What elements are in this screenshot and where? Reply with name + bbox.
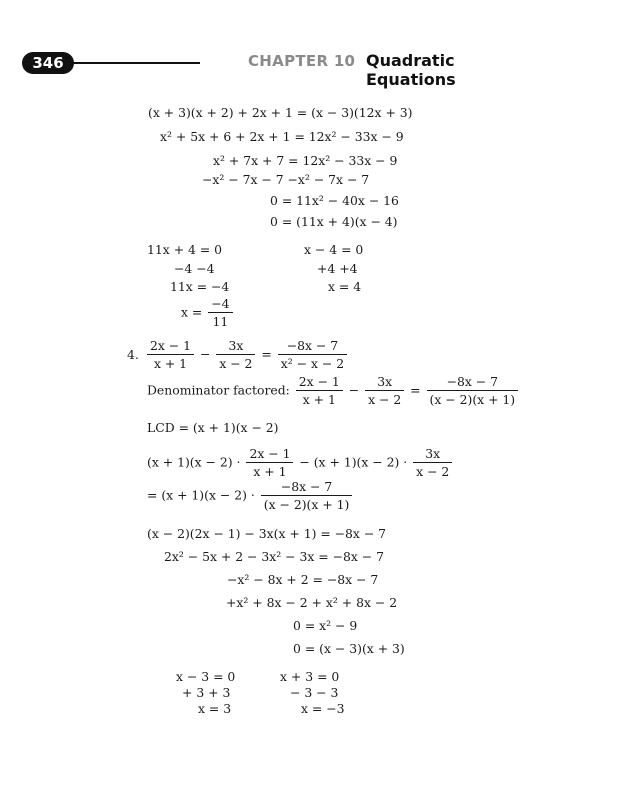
- eq-line: 11x = −4: [170, 279, 230, 294]
- operator: =: [261, 346, 272, 362]
- denominator: 11: [212, 314, 229, 329]
- fraction: [208, 296, 232, 329]
- denominator: (x − 2)(x + 1): [263, 497, 350, 512]
- fraction: [261, 479, 353, 512]
- eq-line-fraction: [147, 374, 520, 407]
- numerator: 3x: [413, 446, 452, 463]
- eq-line: x − 4 = 0: [304, 242, 364, 257]
- page-number-badge: 346: [22, 52, 74, 74]
- eq-line: (x + 3)(x + 2) + 2x + 1 = (x − 3)(12x + 3): [148, 105, 413, 120]
- fraction: [413, 446, 452, 479]
- fraction: [147, 338, 194, 371]
- eq-text: − (x + 1)(x − 2) ·: [299, 454, 408, 470]
- fraction: [296, 374, 343, 407]
- eq-line: x² + 5x + 6 + 2x + 1 = 12x² − 33x − 9: [160, 129, 404, 144]
- operator: −: [199, 346, 211, 362]
- eq-line: +x² + 8x − 2 + x² + 8x − 2: [226, 595, 398, 610]
- eq-line-fraction: [145, 338, 349, 371]
- denominator: x + 1: [253, 464, 287, 479]
- operator: =: [410, 382, 421, 398]
- page-header: [22, 50, 542, 89]
- lcd-line: LCD = (x + 1)(x − 2): [147, 420, 279, 435]
- numerator: −8x − 7: [278, 338, 347, 355]
- eq-line: x = 4: [328, 279, 362, 294]
- fraction: [216, 338, 255, 371]
- numerator: 2x − 1: [296, 374, 343, 391]
- fraction: [365, 374, 404, 407]
- eq-line: 0 = (x − 3)(x + 3): [293, 641, 405, 656]
- denominator: x² − x − 2: [280, 356, 345, 371]
- chapter-label: CHAPTER 10: [248, 52, 356, 70]
- denominator: x + 1: [153, 356, 188, 371]
- fraction: [246, 446, 293, 479]
- eq-line: 2x² − 5x + 2 − 3x² − 3x = −8x − 7: [164, 549, 384, 564]
- numerator: 3x: [365, 374, 404, 391]
- eq-line-fraction: [147, 479, 354, 512]
- eq-line: x − 3 = 0: [176, 669, 236, 684]
- numerator: 2x − 1: [147, 338, 194, 355]
- fraction: [278, 338, 347, 371]
- eq-line: 0 = x² − 9: [293, 618, 358, 633]
- numerator: −4: [208, 296, 232, 313]
- eq-text: = (x + 1)(x − 2) ·: [147, 487, 255, 503]
- eq-line: − 3 − 3: [290, 685, 339, 700]
- eq-text: x =: [181, 304, 203, 320]
- denominator: x − 2: [416, 464, 450, 479]
- fraction: [427, 374, 519, 407]
- eq-line: x = −3: [301, 701, 345, 716]
- operator: −: [348, 382, 360, 398]
- problem-number: 4.: [127, 347, 139, 362]
- eq-line: x² + 7x + 7 = 12x² − 33x − 9: [213, 153, 398, 168]
- eq-line: x + 3 = 0: [280, 669, 340, 684]
- header-rule: [72, 62, 200, 64]
- numerator: 3x: [216, 338, 255, 355]
- eq-line-fraction: [181, 296, 235, 329]
- numerator: 2x − 1: [246, 446, 293, 463]
- eq-line: −x² − 7x − 7 −x² − 7x − 7: [202, 172, 370, 187]
- eq-line-fraction: [147, 446, 454, 479]
- numerator: −8x − 7: [261, 479, 353, 496]
- eq-line: +4 +4: [317, 261, 358, 276]
- chapter-title: Quadratic Equations: [366, 51, 456, 89]
- eq-line: x = 3: [198, 701, 232, 716]
- eq-line: 0 = (11x + 4)(x − 4): [270, 214, 398, 229]
- denominator: (x − 2)(x + 1): [429, 392, 516, 407]
- eq-line: 0 = 11x² − 40x − 16: [270, 193, 399, 208]
- numerator: −8x − 7: [427, 374, 519, 391]
- eq-line: 11x + 4 = 0: [147, 242, 223, 257]
- denominator: x − 2: [368, 392, 402, 407]
- denominator: x + 1: [302, 392, 336, 407]
- denominator-label: Denominator factored:: [147, 382, 290, 398]
- eq-line: + 3 + 3: [182, 685, 231, 700]
- eq-line: −4 −4: [174, 261, 215, 276]
- eq-line: −x² − 8x + 2 = −8x − 7: [227, 572, 379, 587]
- eq-line: (x − 2)(2x − 1) − 3x(x + 1) = −8x − 7: [147, 526, 387, 541]
- eq-text: (x + 1)(x − 2) ·: [147, 454, 241, 470]
- denominator: x − 2: [219, 356, 253, 371]
